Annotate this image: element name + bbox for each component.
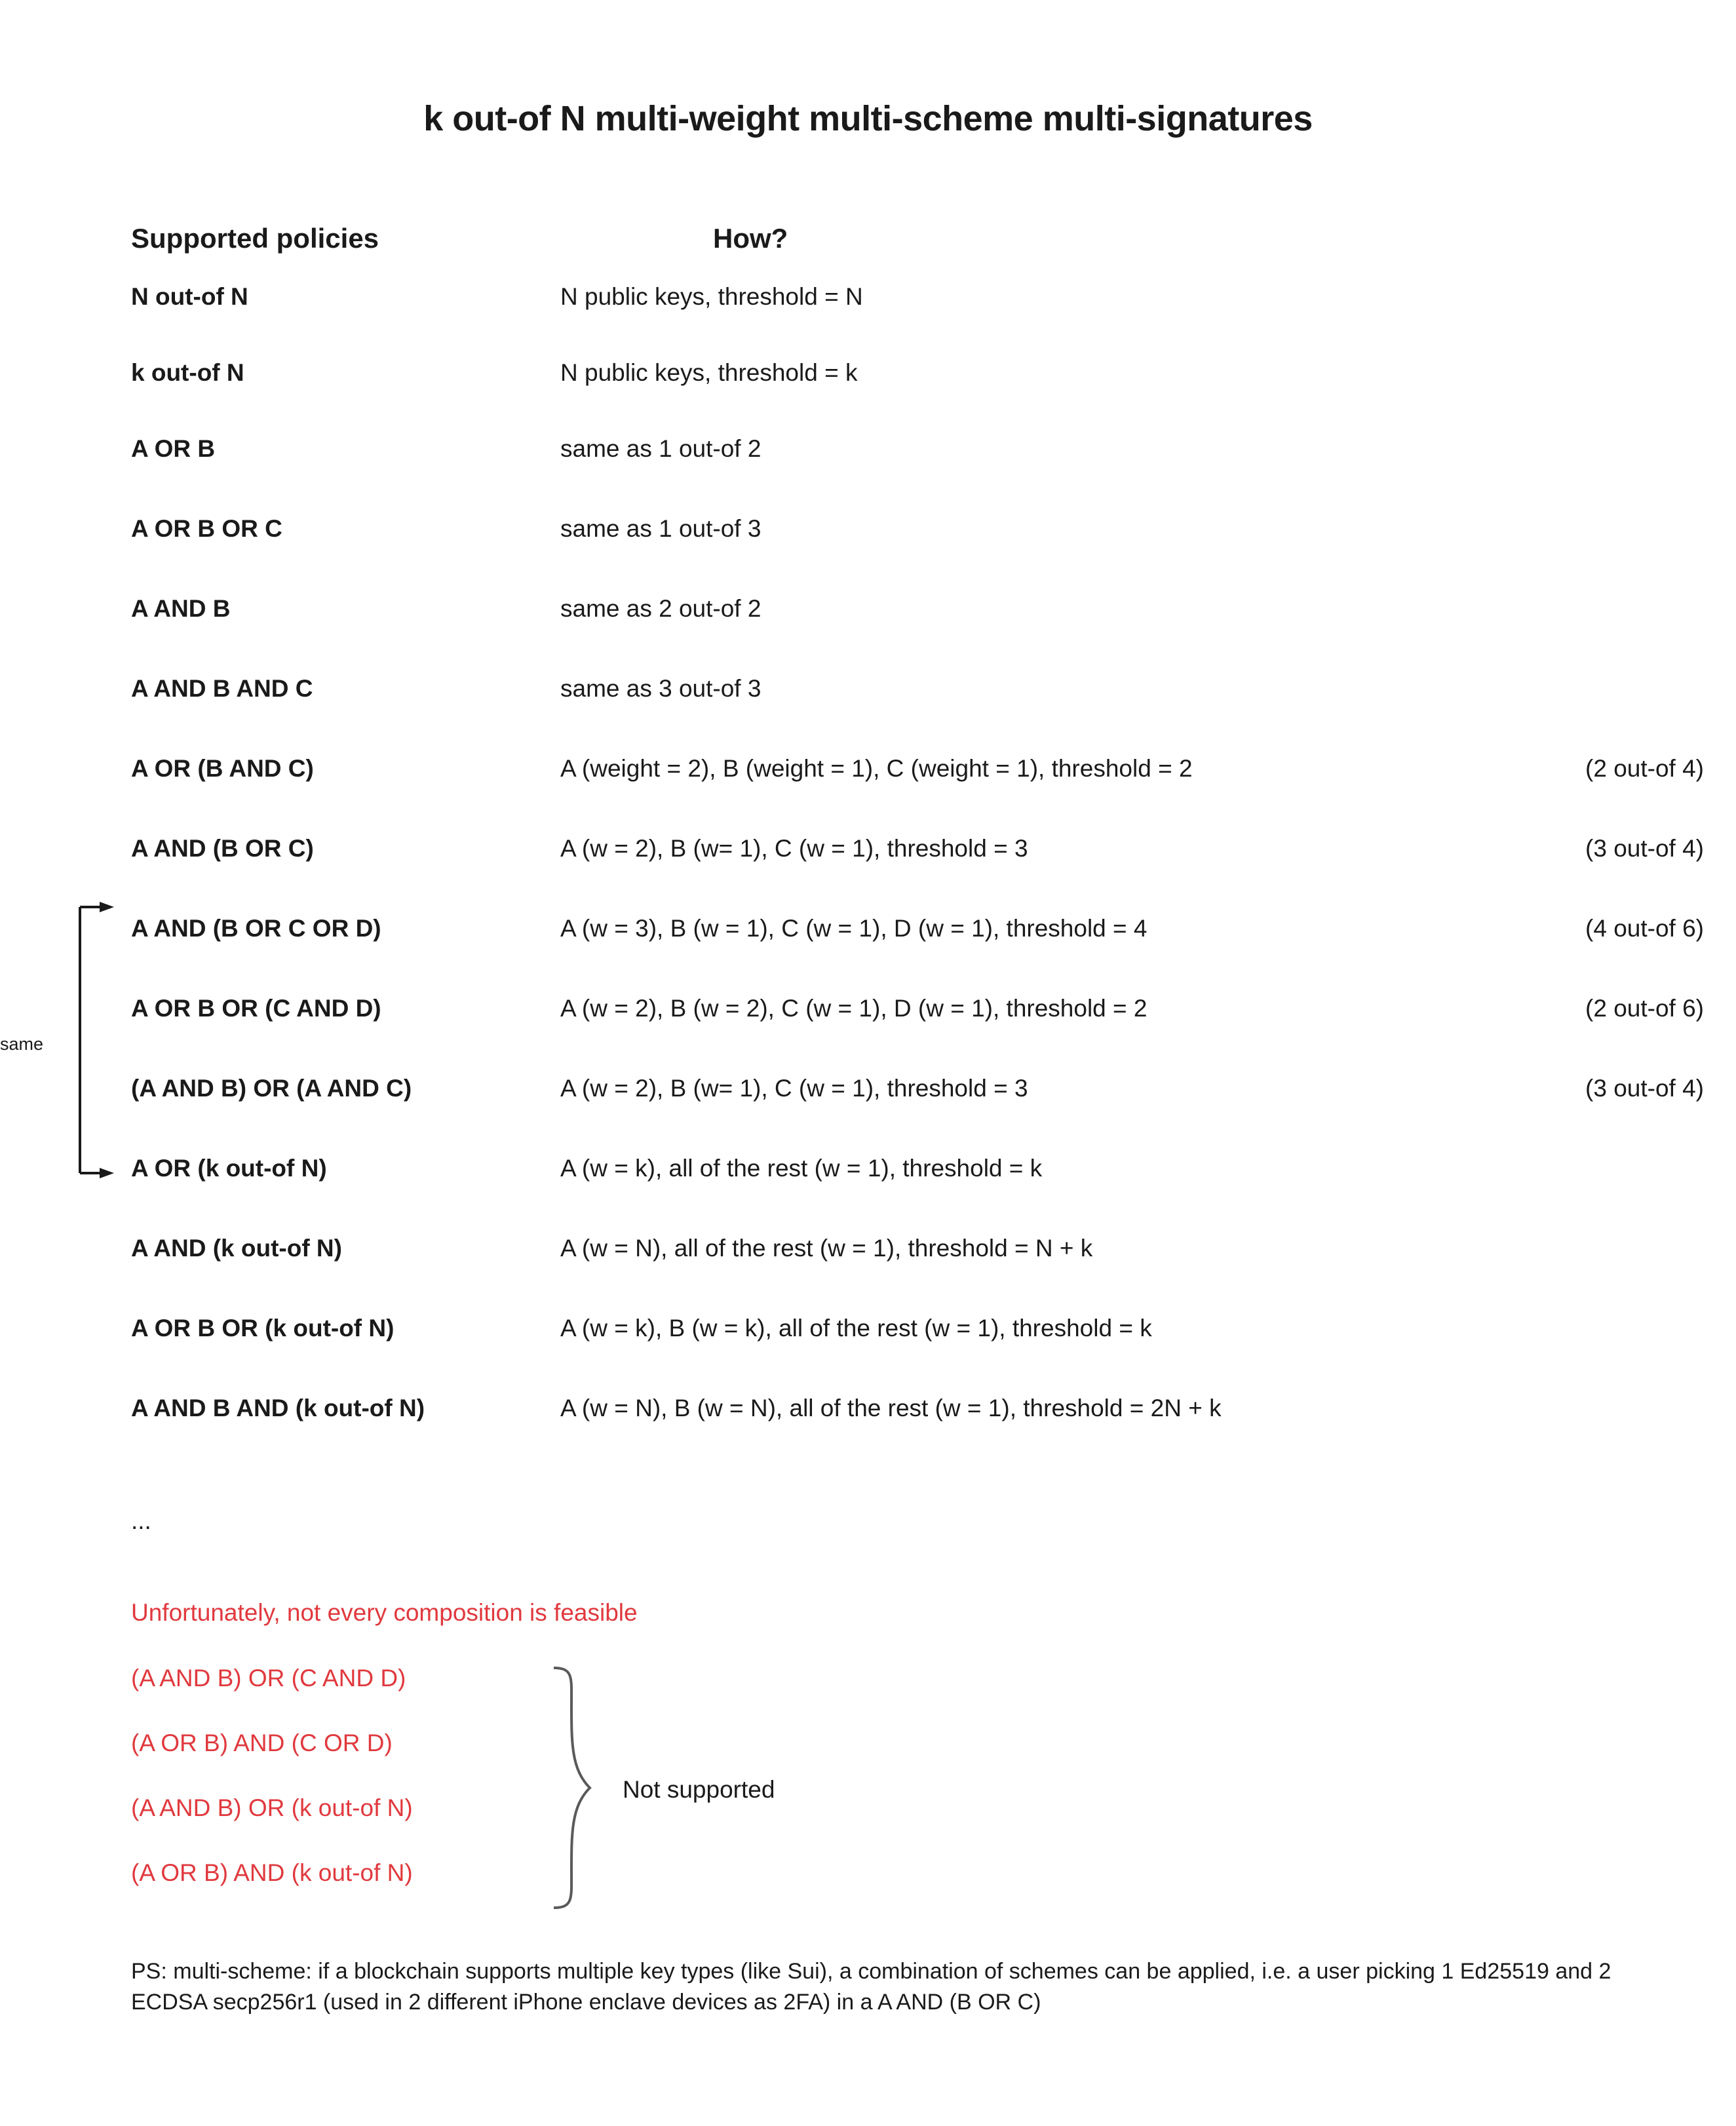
policy-count: (4 out-of 6) [1585,915,1704,942]
table-row [131,1315,1704,1354]
table-row [131,1395,1704,1434]
policy-how: N public keys, threshold = N [560,283,863,310]
column-header-policies: Supported policies [131,223,379,254]
policy-how: A (w = N), all of the rest (w = 1), threshold = N + k [560,1235,1093,1262]
list-item: (A OR B) AND (k out-of N) [131,1859,413,1886]
policy-how: A (w = k), B (w = k), all of the rest (w = 1), threshold = k [560,1315,1152,1342]
policy-how: A (w = 2), B (w = 2), C (w = 1), D (w = 1), threshold = 2 [560,995,1148,1022]
policy-how: A (w = 2), B (w= 1), C (w = 1), threshold = 3 [560,1075,1028,1102]
policy-count: (3 out-of 4) [1585,1075,1704,1102]
policy-how: A (weight = 2), B (weight = 1), C (weight = 1), threshold = 2 [560,755,1193,782]
policy-label: A OR B OR (k out-of N) [131,1315,395,1342]
ellipsis-text: ... [131,1507,151,1534]
table-row [131,755,1704,794]
table-header-row [131,223,1704,283]
table-row [131,283,1704,322]
table-row [131,359,1704,398]
infeasible-note: Unfortunately, not every composition is feasible [131,1599,638,1626]
policy-how: same as 1 out-of 2 [560,435,762,462]
same-annotation-label: same [0,1034,44,1054]
arrow-up-icon [100,902,114,912]
policy-how: A (w = 3), B (w = 1), C (w = 1), D (w = 1), threshold = 4 [560,915,1148,942]
policy-how: N public keys, threshold = k [560,359,858,386]
arrow-down-icon [100,1168,114,1178]
policy-how: A (w = k), all of the rest (w = 1), threshold = k [560,1155,1043,1182]
policy-label: A AND (k out-of N) [131,1235,342,1262]
page-title: k out-of N multi-weight multi-scheme multi-signatures [423,99,1313,138]
policy-label: k out-of N [131,359,244,386]
policy-label: A OR B OR (C AND D) [131,995,381,1022]
list-item: (A AND B) OR (C AND D) [131,1665,406,1691]
list-item: (A OR B) AND (C OR D) [131,1730,393,1756]
table-row [131,435,1704,474]
table-row [131,995,1704,1034]
list-item: (A AND B) OR (k out-of N) [131,1794,413,1821]
table-row [131,1075,1704,1114]
policy-label: A OR (B AND C) [131,755,314,782]
table-row [131,595,1704,634]
policy-label: A OR B [131,435,216,462]
policy-how: same as 1 out-of 3 [560,515,762,542]
table-row [131,835,1704,874]
policy-label: (A AND B) OR (A AND C) [131,1075,412,1102]
policy-label: A AND B AND (k out-of N) [131,1395,425,1421]
policy-how: same as 2 out-of 2 [560,595,762,622]
policy-count: (2 out-of 4) [1585,755,1704,782]
table-row [131,1155,1704,1194]
policy-how: A (w = 2), B (w= 1), C (w = 1), threshold = 3 [560,835,1028,862]
policy-label: A OR B OR C [131,515,282,542]
ps-note: PS: multi-scheme: if a blockchain supports multiple key types (like Sui), a combination of schemes can be applied, i.e. a user picking 1 Ed25519 and 2 ECDSA secp256r1 (used in 2 different iPhone enclave devices as 2FA) in a A AND (B OR C) [131,1959,1611,2015]
policy-count: (3 out-of 4) [1585,835,1704,862]
column-header-how: How? [713,223,788,254]
policy-label: A AND (B OR C) [131,835,314,862]
policy-label: A OR (k out-of N) [131,1155,327,1182]
policy-label: N out-of N [131,283,248,310]
same-bracket-icon [80,907,100,1173]
policy-how: A (w = N), B (w = N), all of the rest (w = 1), threshold = 2N + k [560,1395,1222,1421]
policy-label: A AND B AND C [131,675,313,702]
table-row [131,1235,1704,1274]
table-row [131,515,1704,554]
unsupported-policies-list [131,1665,413,1924]
policy-label: A AND (B OR C OR D) [131,915,381,942]
not-supported-label: Not supported [623,1776,775,1803]
table-row [131,675,1704,714]
policy-label: A AND B [131,595,231,622]
policy-how: same as 3 out-of 3 [560,675,762,702]
policy-count: (2 out-of 6) [1585,995,1704,1022]
table-row [131,915,1704,954]
policy-table [131,223,1704,1475]
curly-brace-icon [554,1668,590,1908]
